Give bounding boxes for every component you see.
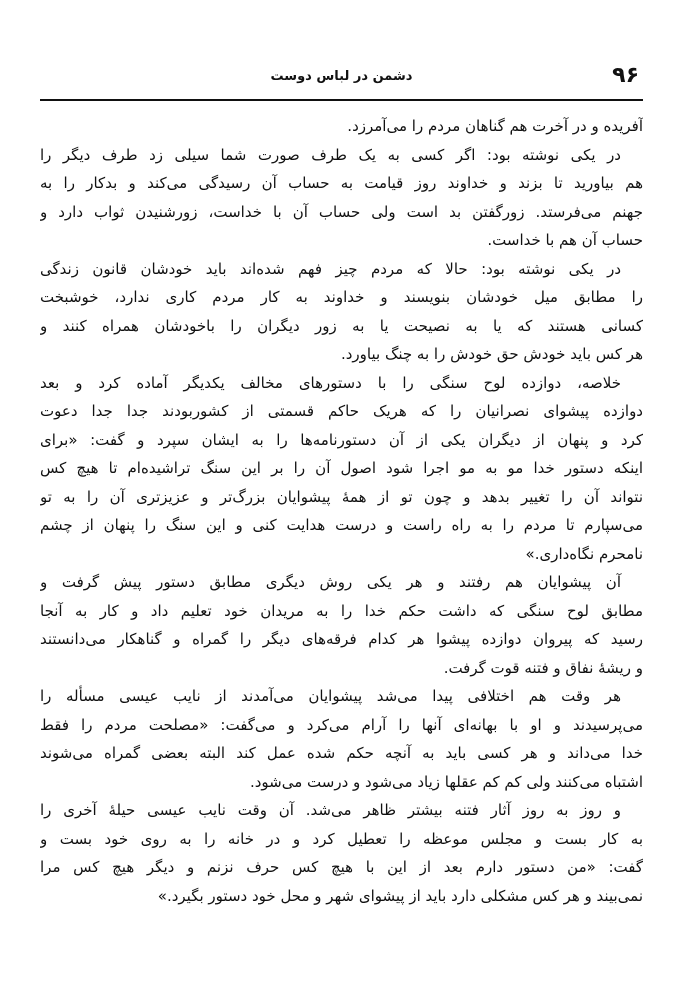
header-rule [40, 99, 643, 101]
text-line: اشتباه می‌کنند ولی کم کم عقلها زیاد می‌شود و درست می‌شود. [249, 772, 643, 791]
text-line: رسید که پیروان دوازده پیشوا هر کدام فرقه‌های دیگر را گمراه و گناهکار می‌دانستند [40, 630, 643, 648]
text-line: دوازده پیشوای نصرانیان را که هریک حاکم قسمتی از کشوربودند جدا جدا دعوت [40, 402, 643, 420]
text-line: خلاصه، دوازده لوح سنگی را با دستورهای مخالف یکدیگر آماده کرد و بعد [40, 373, 621, 392]
text-line: می‌پرسیدند و او با بهانه‌ای آنها را آرام می‌کرد و می‌گفت: «مصلحت مردم را فقط [40, 715, 643, 734]
body-text [40, 112, 643, 910]
paragraph [40, 112, 643, 141]
paragraph [40, 682, 643, 796]
text-line: هر وقت هم اختلافی پیدا می‌شد پیشوایان می‌آمدند از نایب عیسی مسأله را [40, 687, 621, 705]
text-line: خدا می‌داند و هر کسی باید به آنچه حکم شده عمل کند البته بعضی گمراه می‌شوند [40, 744, 643, 762]
paragraph [40, 255, 643, 369]
paragraph [40, 141, 643, 255]
text-line: حساب آن هم با خداست. [487, 231, 643, 249]
text-line: در یکی نوشته بود: حالا که مردم چیز فهم شده‌اند باید خودشان قانون زندگی [40, 259, 621, 278]
text-line: گفت: «من دستور دارم بعد از این با هیچ کس حرف نزنم و دیگر هیچ کس مرا [40, 858, 643, 876]
page-number: ۹۶ [612, 63, 639, 88]
text-line: هم بیاورید تا بزند و خداوند روز قیامت به حساب آن رسیدگی می‌کند و بدکار را به [40, 174, 643, 192]
text-line: نامحرم نگاه‌داری.» [525, 544, 643, 563]
text-line: و ریشهٔ نفاق و فتنه قوت گرفت. [443, 658, 643, 677]
text-line: نمی‌بیند و هر کس مشکلی دارد باید از پیشوای شهر و محل خود دستور بگیرد.» [157, 886, 643, 905]
paragraph [40, 369, 643, 569]
text-line: در یکی نوشته بود: اگر کسی به یک طرف صورت شما سیلی زد طرف دیگر را [40, 145, 621, 164]
text-line: کرد و پنهان از دیگران یکی از آن دستورنامه‌ها را به ایشان سپرد و گفت: «برای [40, 430, 643, 449]
text-line: و روز به روز آثار فتنه بیشتر ظاهر می‌شد. آن وقت نایب عیسی حیلهٔ آخری را [40, 801, 621, 819]
page-header [40, 62, 643, 92]
running-title: دشمن در لباس دوست [270, 69, 413, 84]
text-line: هر کس باید خودش حق خودش را به چنگ بیاورد. [340, 345, 643, 363]
paragraph [40, 796, 643, 910]
text-line: جهنم می‌فرستد. زورگفتن بد است ولی حساب آن با خداست، زورشنیدن ثواب دارد و [40, 202, 643, 221]
text-line: آفریده و در آخرت هم گناهان مردم را می‌آمرزد. [347, 117, 643, 135]
text-line: مطابق لوح سنگی که داشت حکم خدا را به مریدان خود تعلیم داد و کار به آنجا [40, 601, 643, 620]
text-line: به کار بست و مجلس موعظه را تعطیل کرد و در خانه را به روی خود بست و [40, 829, 643, 848]
text-line: آن پیشوایان هم رفتند و هر یکی روش دیگری مطابق دستور پیش گرفت و [40, 573, 621, 591]
text-line: کسانی هستند که یا به نصیحت یا به زور دیگران را باخودشان همراه کنند و [40, 316, 643, 335]
text-line: اینکه دستور خدا مو به مو اجرا شود اصول آن را بر این سنگ تراشیده‌ام تا هیچ کس [40, 459, 643, 477]
text-line: می‌سپارم تا مردم را به راه راست و درست هدایت کنی و این سنگ را پنهان از چشم [40, 516, 643, 534]
paragraph [40, 568, 643, 682]
text-line: نتواند آن را تغییر بدهد و چون تو از همهٔ پیشوایان بزرگ‌تر و عزیزتری آن را به تو [40, 487, 643, 506]
text-line: را مطابق میل خودشان بنویسند و خداوند به کار مردم کاری ندارد، خوشبخت [40, 288, 643, 306]
